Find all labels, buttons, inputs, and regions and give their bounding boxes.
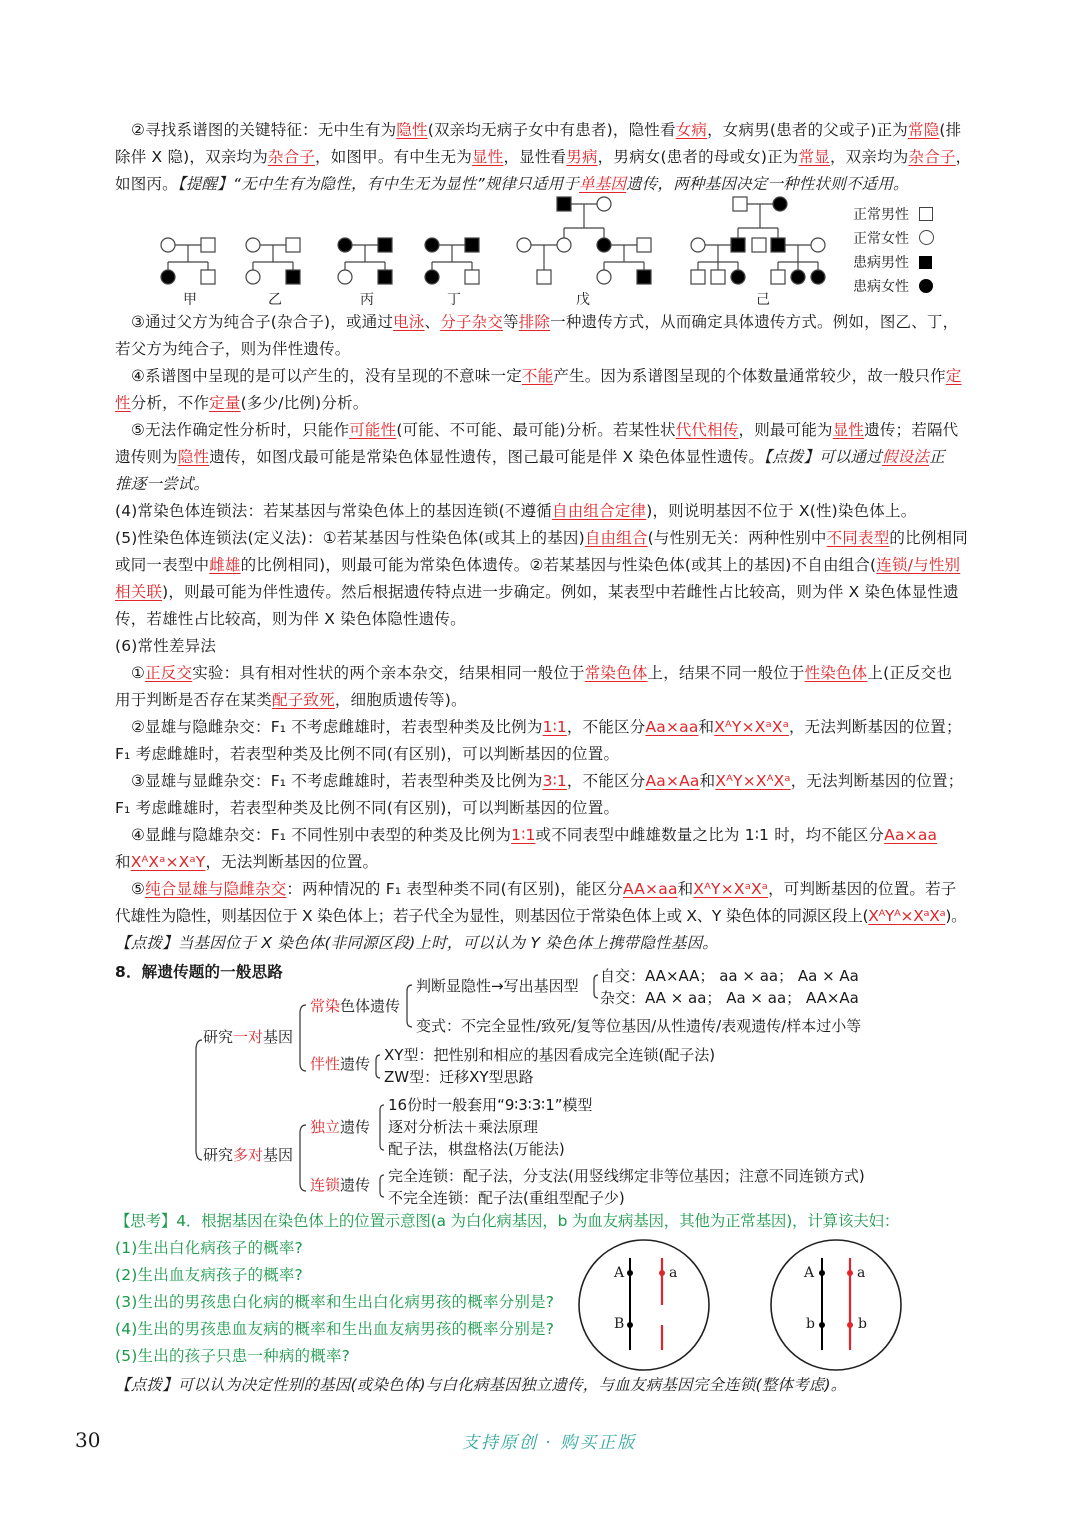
ding-mother: [425, 238, 439, 252]
ding-son: [465, 270, 479, 284]
cell-right-b2: b: [858, 1316, 867, 1332]
pedigree-legend: 正常男性 正常女性 患病男性 患病女性: [853, 203, 934, 299]
label-jia: 甲: [183, 292, 197, 308]
yi-son: [286, 270, 300, 284]
para11-line2: F₁ 考虑雌雄时，若表型种类及比例不同(有区别)，可以判断基因的位置。: [115, 799, 620, 817]
para13-line2: 代雄性为隐性，则基因位于 X 染色体上；若子代全为显性，则基因位于常染色体上或 X、Y 染色体的同源区段上(XᴬYᴬ×XᵃXᵃ)。: [115, 907, 967, 925]
legend-affected-male-icon: [919, 256, 932, 269]
ji-c5: [791, 270, 805, 284]
para5-line2: 遗传则为隐性遗传，如图戊最可能是常染色体显性遗传，图己最可能是伴 X 染色体显性遗传。【点拨】可以通过假设法正: [115, 448, 945, 466]
para10-line2: F₁ 考虑雌雄时，若表型种类及比例不同(有区别)，可以判断基因的位置。: [115, 745, 620, 763]
jia-mother: [161, 238, 175, 252]
label-ding: 丁: [447, 292, 461, 308]
tree-autosomal: 常染色体遗传: [310, 997, 401, 1015]
legend-normal-male-icon: [919, 207, 933, 221]
legend-normal-female-icon: [919, 230, 934, 245]
pedigree-diagrams: [150, 193, 840, 293]
para6: (4)常染色体连锁法：若某基因与常染色体上的基因连锁(不遵循自由组合定律)，则说明基因不位于 X(性)染色体上。: [115, 502, 917, 520]
yi-father: [286, 238, 300, 252]
tree-one-gene: 研究一对基因: [203, 1028, 294, 1046]
ji-c1: [691, 270, 705, 284]
para9-line1: ①正反交实验：具有相对性状的两个亲本杂交，结果相同一般位于常染色体上，结果不同一般位于性染色体上(正反交也: [131, 664, 953, 682]
section8-title: 8．解遗传题的一般思路: [115, 963, 283, 981]
para12-line2: 和XᴬXᵃ×XᵃY，无法判断基因的位置。: [115, 853, 379, 871]
para11-line1: ③显雄与显雌杂交：F₁ 不考虑雌雄时，若表型种类及比例为3∶1，不能区分Aa×Aa和XᴬY×XᴬXᵃ，无法判断基因的位置；: [131, 772, 964, 790]
footer-slogan: 支持原创 · 购买正版: [462, 1433, 637, 1453]
cell-right-b1: b: [806, 1316, 815, 1332]
label-ji: 己: [756, 292, 770, 308]
tree-sex-linked: 伴性遗传: [310, 1055, 371, 1073]
yi-mother: [246, 238, 260, 252]
para3-line1: ③通过父方为纯合子(杂合子)，或通过电泳、分子杂交等排除一种遗传方式，从而确定具体遗传方式。例如，图乙、丁，: [131, 313, 959, 331]
legend-affected-female-icon: [919, 279, 933, 293]
label-wu: 戊: [576, 292, 590, 308]
tree-i3: 配子法，棋盘格法(万能法): [388, 1140, 565, 1158]
think-q2: (2)生出血友病孩子的概率?: [115, 1266, 303, 1284]
yi-daughter: [246, 270, 260, 284]
tree-self: 自交：AA×AA； aa × aa； Aa × Aa: [600, 967, 859, 985]
ji-wife2: [811, 238, 825, 252]
tree-zw: ZW型：迁移XY型思路: [384, 1068, 534, 1086]
ji-son2: [771, 238, 785, 252]
tree-c1: 完全连锁：配子法，分支法(用竖线绑定非等位基因；注意不同连锁方式): [388, 1167, 865, 1185]
para13-tip: 【点拨】当基因位于 X 染色体(非同源区段)上时，可以认为 Y 染色体上携带隐性基因。: [115, 934, 718, 952]
bing-mother: [338, 238, 352, 252]
para7-line4: 传，若雄性占比较高，则为伴 X 染色体隐性遗传。: [115, 610, 466, 628]
label-bing: 丙: [360, 292, 374, 308]
para2-line3: 如图丙。【提醒】“无中生有为隐性，有中生无为显性”规律只适用于单基因遗传，两种基因决定一种性状则不适用。: [115, 175, 909, 193]
ji-uncle: [752, 238, 766, 252]
cell-right-a: a: [857, 1265, 866, 1281]
ji-c4: [771, 270, 785, 284]
bing-son: [378, 270, 392, 284]
wu-child2: [597, 270, 611, 284]
jia-father: [201, 238, 215, 252]
para12-line1: ④显雌与隐雄杂交：F₁ 不同性别中表型的种类及比例为1∶1或不同表型中雌雄数量之比为 1∶1 时，均不能区分Aa×aa: [131, 826, 938, 844]
cell-left-B: B: [614, 1316, 625, 1332]
wu-female: [597, 238, 611, 252]
think-q4: (4)生出的男孩患血友病的概率和生出血友病男孩的概率分别是?: [115, 1320, 555, 1338]
think-q3: (3)生出的男孩患白化病的概率和生出白化病男孩的概率分别是?: [115, 1293, 555, 1311]
para13-line1: ⑤纯合显雄与隐雌杂交：两种情况的 F₁ 表型种类不同(有区别)，能区分AA×aa和XᴬY×XᵃXᵃ，可判断基因的位置。若子: [131, 880, 957, 898]
jia-daughter: [161, 270, 175, 284]
para5-line3: 推逐一尝试。: [115, 475, 210, 493]
wu-aunt: [517, 238, 531, 252]
ji-c6: [811, 270, 825, 284]
ding-father: [465, 238, 479, 252]
para10-line1: ②显雄与隐雌杂交：F₁ 不考虑雌雄时，若表型种类及比例为1∶1，不能区分Aa×aa和XᴬY×XᵃXᵃ，无法判断基因的位置；: [131, 718, 962, 736]
para4-line1: ④系谱图中呈现的是可以产生的，没有呈现的不意味一定不能产生。因为系谱图呈现的个体数量通常较少，故一般只作定: [131, 367, 962, 385]
ji-grandmother: [773, 197, 787, 211]
cell-left-A: A: [614, 1265, 625, 1281]
tree-variant: 变式：不完全显性/致死/复等位基因/从性遗传/表观遗传/样本过小等: [416, 1017, 862, 1035]
tree-c2: 不完全连锁：配子法(重组型配子少): [388, 1189, 625, 1207]
tree-cross: 杂交：AA × aa； Aa × aa； AA×Aa: [600, 989, 859, 1007]
para9-line2: 用于判断是否存在某类配子致死，细胞质遗传等)。: [115, 691, 467, 709]
para5-line1: ⑤无法作确定性分析时，只能作可能性(可能、不可能、最可能)分析。若某性状代代相传，则最可能为显性遗传；若隔代: [131, 421, 959, 439]
tree-i1: 16份时一般套用“9∶3∶3∶1”模型: [388, 1096, 593, 1114]
cell-right: [771, 1240, 901, 1370]
wu-child1: [537, 270, 551, 284]
wu-child3: [637, 270, 651, 284]
para2-line1: ②寻找系谱图的关键特征：无中生有为隐性(双亲均无病子女中有患者)，隐性看女病，女病男(患者的父或子)正为常隐(排: [131, 121, 962, 139]
ji-father: [731, 238, 745, 252]
page-number: 30: [75, 1428, 101, 1452]
think-title: 【思考】4．根据基因在染色体上的位置示意图(a 为白化病基因，b 为血友病基因，其他为正常基因)，计算该夫妇：: [115, 1212, 900, 1230]
cell-diagrams: [575, 1235, 915, 1375]
cell-left-a: a: [669, 1265, 678, 1281]
tree-multi-gene: 研究多对基因: [203, 1146, 294, 1164]
para7-line2: 或同一表型中雌雄的比例相同)，则最可能为常染色体遗传。②若某基因与性染色体(或其上的基因)不自由组合(连锁/与性别: [115, 556, 961, 574]
ji-grandfather: [733, 197, 747, 211]
cell-left: [579, 1240, 709, 1370]
para7-line3: 相关联)，则最可能为伴性遗传。然后根据遗传特点进一步确定。例如，某表型中若雌性占比较高，则为伴 X 染色体显性遗: [115, 583, 959, 601]
think-q1: (1)生出白化病孩子的概率?: [115, 1239, 303, 1257]
para3-line2: 若父方为纯合子，则为伴性遗传。: [115, 340, 351, 358]
bing-daughter: [338, 270, 352, 284]
jia-son: [201, 270, 215, 284]
tree-linkage: 连锁遗传: [310, 1176, 371, 1194]
para4-line2: 性分析，不作定量(多少/比例)分析。: [115, 394, 369, 412]
para7-line1: (5)性染色体连锁法(定义法)：①若某基因与性染色体(或其上的基因)自由组合(与性别无关：两种性别中不同表型的比例相同: [115, 529, 968, 547]
wu-father: [637, 238, 651, 252]
para8: (6)常性差异法: [115, 637, 217, 655]
bing-father: [378, 238, 392, 252]
ji-c3: [731, 270, 745, 284]
wu-grandfather: [557, 197, 571, 211]
ji-c2: [711, 270, 725, 284]
ding-daughter: [425, 270, 439, 284]
ji-mother: [691, 238, 705, 252]
tree-independent: 独立遗传: [310, 1118, 371, 1136]
cell-right-A: A: [804, 1265, 815, 1281]
wu-grandmother: [597, 197, 611, 211]
tree-judge: 判断显隐性→写出基因型: [416, 977, 579, 995]
tree-xy: XY型：把性别和相应的基因看成完全连锁(配子法): [384, 1046, 716, 1064]
think-q5: (5)生出的孩子只患一种病的概率?: [115, 1347, 351, 1365]
para2-line2: 除伴 X 隐)，双亲均为杂合子，如图甲。有中生无为显性，显性看男病，男病女(患者的母或女)正为常显，双亲均为杂合子，: [115, 148, 972, 166]
label-yi: 乙: [268, 292, 282, 308]
think-tip: 【点拨】可以认为决定性别的基因(或染色体)与白化病基因独立遗传，与血友病基因完全连锁(整体考虑)。: [115, 1376, 847, 1394]
tree-i2: 逐对分析法＋乘法原理: [388, 1118, 539, 1136]
wu-mother: [557, 238, 571, 252]
